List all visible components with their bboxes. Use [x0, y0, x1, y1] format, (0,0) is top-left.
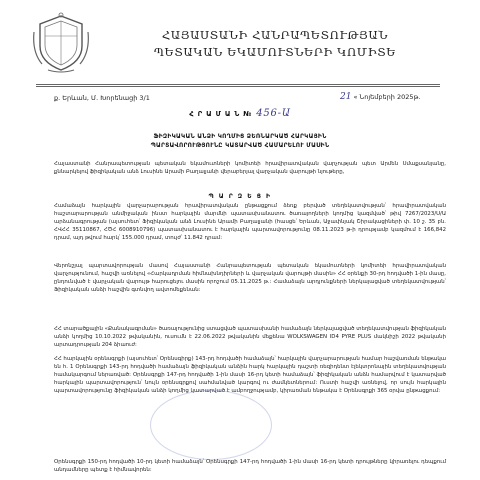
date-month-year: « Նոյեմբերի 2025թ.: [351, 93, 421, 101]
address-line: ք. Երևան, Մ. Խորենացի 3/1: [54, 94, 150, 102]
paragraph-5: Օրենսգրքի 150-րդ հոդվածի 10-րդ կետի համաձայն՝ Օրենսգրքի 147-րդ հոդվածի 1-ին մասի 16-րդ կետի դրույթները կիրառելու դեպքում անդամները պետք է հիմնավորեն:: [54, 459, 446, 473]
decision-heading: Պ Ա Ր Զ Ե Ց Ի: [208, 193, 272, 200]
order-number-handwritten: 456-Ա: [256, 108, 291, 119]
document-title: [60, 133, 420, 151]
title-line-2: ՊԱՐՏԱՎՈՐՈՒԹՅՈՒՆԸ ԿԱՏԱՐՎԱԾ ՀԱՄԱՐԵԼՈՒ ՄԱՍԻՆ: [150, 143, 330, 149]
document-date: [340, 92, 420, 102]
paragraph-3: ՀՀ տարածքային «Քանակագրման» ծառայությունից ստացված պատասխանի համաձայն ներկայացված տեղեկատվության ֆիզիկական անձի կողմից 10.10.2022 թվականին, ուսումն է 22.06.2022 թվականին մեքենա WOLKSWAGEN ID4 PYRE PLUS մակնիշի 2022 թվականի արտադրության 204 ձիաուժ:: [54, 326, 446, 348]
paragraph-4: ՀՀ հարկային օրենսգրքի (այսուհետ՝ Օրենսգիրք) 143-րդ հոդվածի համաձայն՝ հարկային վարչարարության համար հաշվառման ենթակա են հ. 1 Օրենսգրքի 143-րդ հոդվածի համաձայն ֆիզիկական անձին հարկ հարկային դաշտի ռեզիդենտ էլեկտրոնային տեղեկատվության համակարգում ներառված: Օրենսգրքի 147-րդ հոդվածի 1-ին մասի 16-րդ կետի համաձայն՝ ֆիզիկական անձն համարվում է կատարված հարկային պարտավորություն՝ նույն օրենսգրքով սահմանված կարգով ու ժամկետներում: Ուստի հաշվի առնելով, որ սույն հարկային պարտավորությունը ֆիզիկական անձի կողմից կատարված է ամբողջությամբ, կիրառման ենթակա է Օրենսգրքի 365 օրվա ընթացքում:: [54, 356, 446, 394]
order-heading: [0, 108, 480, 119]
date-day-handwritten: 21: [340, 92, 352, 102]
order-label: Հ Ր Ա Մ Ա Ն №: [189, 110, 253, 118]
intro-paragraph: Հայաստանի Հանրապետության պետական եկամուտների կոմիտեի հրավիրատվական վարչության պետ Արմեն Սմաքսանյանը, քննարկելով ֆիզիկական անձ Լուսինե Արամի Բաղալյանի վերաբերյալ վարչական վարույթի նյութերը,: [54, 161, 446, 175]
faint-stamp-mark: [150, 390, 272, 460]
title-line-1: ՖԻԶԻԿԱԿԱՆ ԱՆՁԻ ԿՈՂՄԻՑ ՁԵՌՆԱՐԿԱԾ ՀԱՐԿԱՅԻՆ: [153, 134, 327, 140]
header-country: ՀԱՅԱՍՏԱՆԻ ՀԱՆՐԱՊԵՏՈՒԹՅԱՆ: [161, 28, 389, 42]
header-committee: ՊԵՏԱԿԱՆ ԵԿԱՄՈՒՏՆԵՐԻ ԿՈՄԻՏԵ: [153, 45, 397, 59]
paragraph-2: Վերոնշյալ պարտավորության մասով Հայաստանի Հանրապետության պետական եկամուտների կոմիտեի հրավիրատվական վարչությունում, հաշվի առնելով «Հարկադրման հիմնախնդիրների և վարչական վարույթի մասին» ՀՀ օրենքի 30-րդ հոդվածի 1-ին մասը, ընդունված է վարչական վարույթ հարուցելու մասին որոշում 05.11.2025 թ.: Համաձայն արդյունքների ներկայացված տեղեկատվության՝ Ֆիզիկական անձի հաշվին գտնվող ավտոմեքենան:: [54, 263, 446, 293]
header-divider: [36, 84, 440, 85]
coat-of-arms-icon: [32, 12, 90, 74]
paragraph-1: Համաձայն հարկային վարչարարության հրավիրատվական ընթացքում ձեռք բերված տեղեկատվության՝ հրավիրատվական հաշտարարության անմիջական ինստ հարկային մարմնի պատասխանատու ծառայողների կողմից կազմված՝ թիվ 7267/2023/Ս/Ա արձանագրության (այսուհետ՝ Ֆիզիկական անձ Լուսինե Արամի Բաղալյանի (հասցե՝ Երևան, Աջափնյակ Շիրակացիների փ. 10 շ. 35 բն. ՀՎՀՀ 35110867, ՀԾՀ 6008910796) պատասխանատու է հարկային պարտավորությունը 08.11.2023 թ-ի դրությամբ կազմում է 166,842 դրամ, այդ թվում հարկ՝ 155.000 դրամ, տույժ՝ 11.842 դրամ:: [54, 203, 446, 241]
header-divider-thin: [36, 86, 440, 87]
